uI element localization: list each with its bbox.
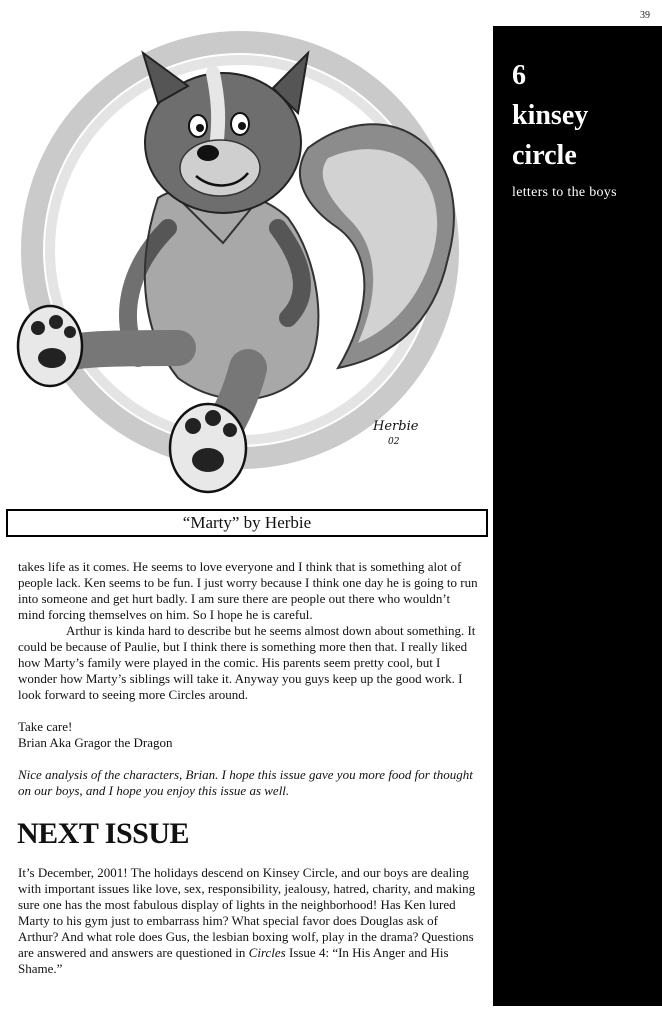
- letter-paragraph-2: Arthur is kinda hard to describe but he seems almost down about something. It could be because of Paulie, but I think there is something more then that. I really liked how Marty’s family were played in the comic. His parents seem pretty cool, but I wonder how Marty’s siblings will take it. Anyway you guys keep up the good work. I look forward to seeing more Circles around.: [18, 623, 476, 702]
- chapter-number: 6: [512, 60, 526, 91]
- series-title: Circles: [248, 945, 286, 960]
- letter-signoff: Take care!: [18, 719, 73, 734]
- chapter-title: [512, 56, 588, 176]
- letter-signature: Brian Aka Gragor the Dragon: [18, 735, 173, 750]
- svg-text:02: 02: [388, 437, 400, 447]
- letter-paragraph-1: takes life as it comes. He seems to love everyone and I think that is something alot of people lack. Ken seems to be fun. I just worry because I think one day he is going to run into someone and get hurt badly. I am sure there are people out there who wouldn’t mind forcing themselves on him. So I hope he is careful.: [18, 559, 478, 622]
- skunk-illustration: [8, 28, 488, 496]
- next-issue-title: Issue 4: “In His Anger and His Shame.”: [18, 945, 449, 976]
- artist-signature: Herbie: [373, 419, 419, 434]
- chapter-sidebar: [493, 26, 662, 1006]
- editor-reply: Nice analysis of the characters, Brian. I hope this issue gave you more food for thought on our boys, and I hope you enjoy this issue as well.: [18, 767, 473, 798]
- left-foot: [18, 306, 82, 386]
- letter-body: [18, 559, 480, 799]
- next-issue-body: It’s December, 2001! The holidays descend on Kinsey Circle, and our boys are dealing with important issues like love, sex, responsibility, jealousy, hatred, charity, and making sure one has the most fabulous display of lights in the neighborhood! Has Ken lured Marty to his gym just to embarrass him? What special favor does Douglas ask of Arthur? And what role does Gus, the lesbian boxing wolf, play in the drama? Questions are answered and answers are questioned in: [18, 865, 476, 960]
- muzzle: [180, 140, 260, 196]
- page-number: 39: [640, 10, 650, 21]
- next-issue-text: [18, 865, 480, 977]
- chapter-subtitle: letters to the boys: [512, 185, 617, 200]
- next-issue-heading: NEXT ISSUE: [17, 817, 190, 850]
- chapter-title-line-2: circle: [512, 140, 577, 171]
- chapter-title-line-1: kinsey: [512, 100, 589, 131]
- illustration-caption: “Marty” by Herbie: [6, 509, 488, 537]
- nose: [197, 145, 219, 161]
- head-stripe: [213, 73, 218, 148]
